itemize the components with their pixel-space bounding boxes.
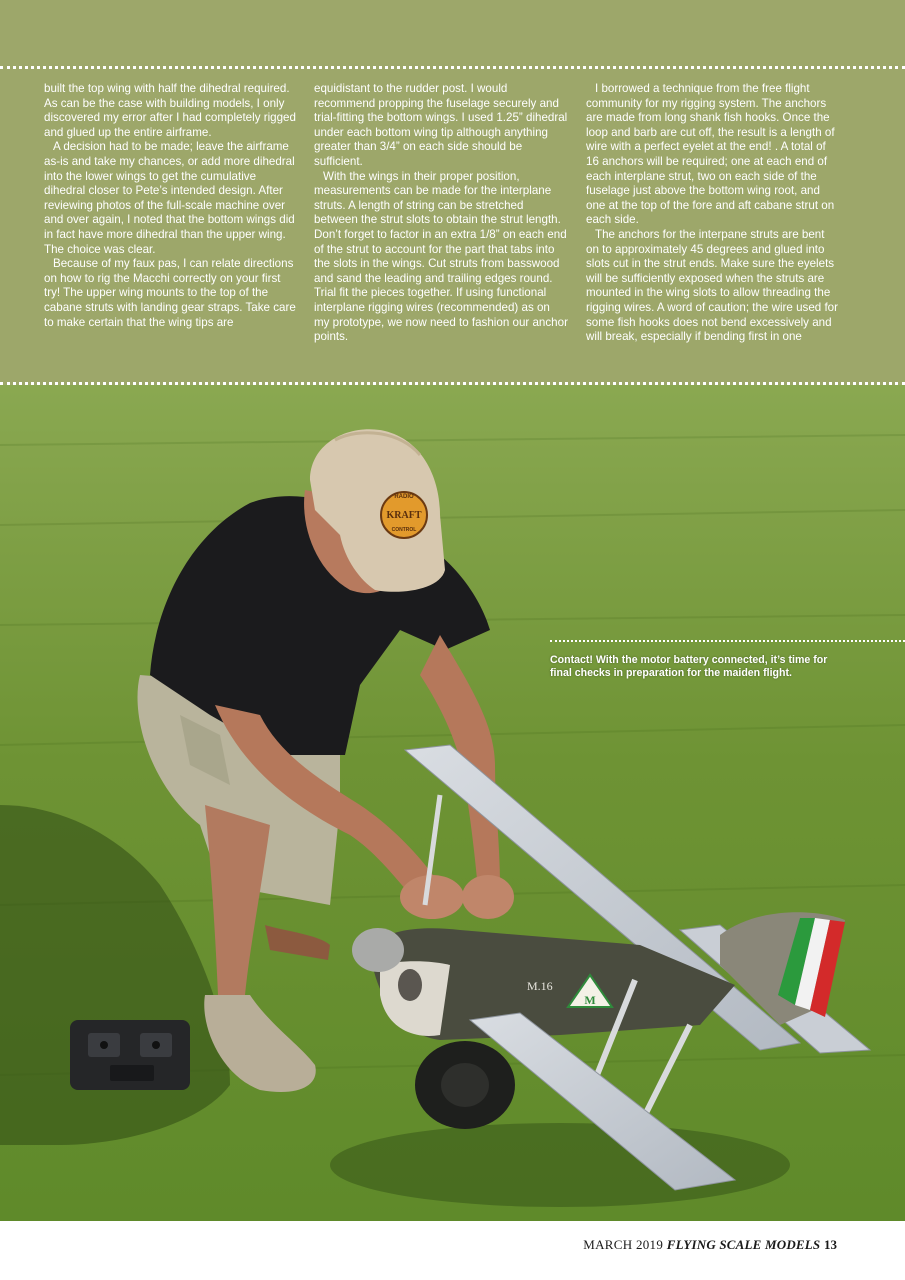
- hand: [400, 875, 464, 919]
- plane-shadow: [330, 1123, 790, 1207]
- cap-logo-bottom-text: CONTROL: [391, 527, 417, 533]
- paragraph: Because of my faux pas, I can relate directions on how to rig the Macchi correctly on your first try! The upper wing mounts to the top of the cabane struts with landing gear straps. Take care to make certain that the wing tips are: [44, 257, 296, 329]
- article-column-3: [586, 82, 840, 374]
- engine-cowl: [352, 928, 404, 972]
- paragraph: equidistant to the rudder post. I would recommend propping the fuselage securely and trial-fitting the bottom wings. I used 1.25” dihedral under each bottom wing tip although anything greater than 3/4” on each side should be sufficient.: [314, 82, 568, 168]
- paragraph: With the wings in their proper position, measurements can be made for the interplane struts. A length of string can be stretched between the strut slots to obtain the strut length. Don’t forget to factor in an extra 1/8” on each end of the strut to account for the part that tabs into the slots in the wings. Cut struts from basswood and sand the leading and trailing edges round. Trial fit the pieces together. If using functional interplane rigging wires (recommended) as on my prototype, we now need to fashion our anchor points.: [314, 169, 568, 344]
- dotted-rule-top: [0, 66, 905, 69]
- photo-man-with-rc-biplane: [0, 385, 905, 1221]
- plane-emblem-letter: M: [584, 993, 596, 1007]
- hand: [462, 875, 514, 919]
- article-column-2: [314, 82, 568, 374]
- cap-logo-top-text: RADIO: [394, 494, 414, 500]
- page-number: 13: [824, 1237, 837, 1252]
- cap-logo-main-text: KRAFT: [386, 510, 422, 521]
- rc-transmitter: [70, 1020, 190, 1090]
- paragraph: The anchors for the interpane struts are bent on to approximately 45 degrees and glued into slots cut in the strut ends. Make sure the eyelets will be sufficiently exposed when the struts are mounted in the wing slots to allow threading the rigging wires. A word of caution; the wire used for some fish hooks does not bend excessively and will break, especially if bending first in one: [586, 227, 838, 344]
- page-footer: [583, 1237, 837, 1253]
- photo-caption: Contact! With the motor battery connected, it’s time for final checks in preparation for the maiden flight.: [550, 654, 828, 679]
- magazine-title: FLYING SCALE MODELS: [666, 1237, 821, 1252]
- issue-date: MARCH 2019: [583, 1237, 664, 1252]
- propeller-hub: [398, 969, 422, 1001]
- plane-marking: M.16: [527, 979, 553, 993]
- paragraph: I borrowed a technique from the free flight community for my rigging system. The anchors are made from long shank fish hooks. Once the loop and barb are cut off, the result is a length of wire with a perfect eyelet at the end! . A total of 16 anchors will be required; one at each end of each interplane strut, two on each side of the fuselage just above the bottom wing root, and one at the top of the fore and aft cabane strut on each side.: [586, 82, 835, 227]
- paragraph: A decision had to be made; leave the airframe as-is and take my chances, or add more dihedral into the lower wings to get the cumulative dihedral closer to Pete’s intended design. After reviewing photos of the full-scale machine over and over again, I noted that the bottom wings did in fact have more dihedral than the upper wing. The choice was clear.: [44, 140, 295, 256]
- caption-dotted-rule: [550, 640, 905, 642]
- article-column-1: [44, 82, 298, 374]
- paragraph: built the top wing with half the dihedral required. As can be the case with building models, I only discovered my error after I had completely rigged and glued up the entire airframe.: [44, 82, 296, 139]
